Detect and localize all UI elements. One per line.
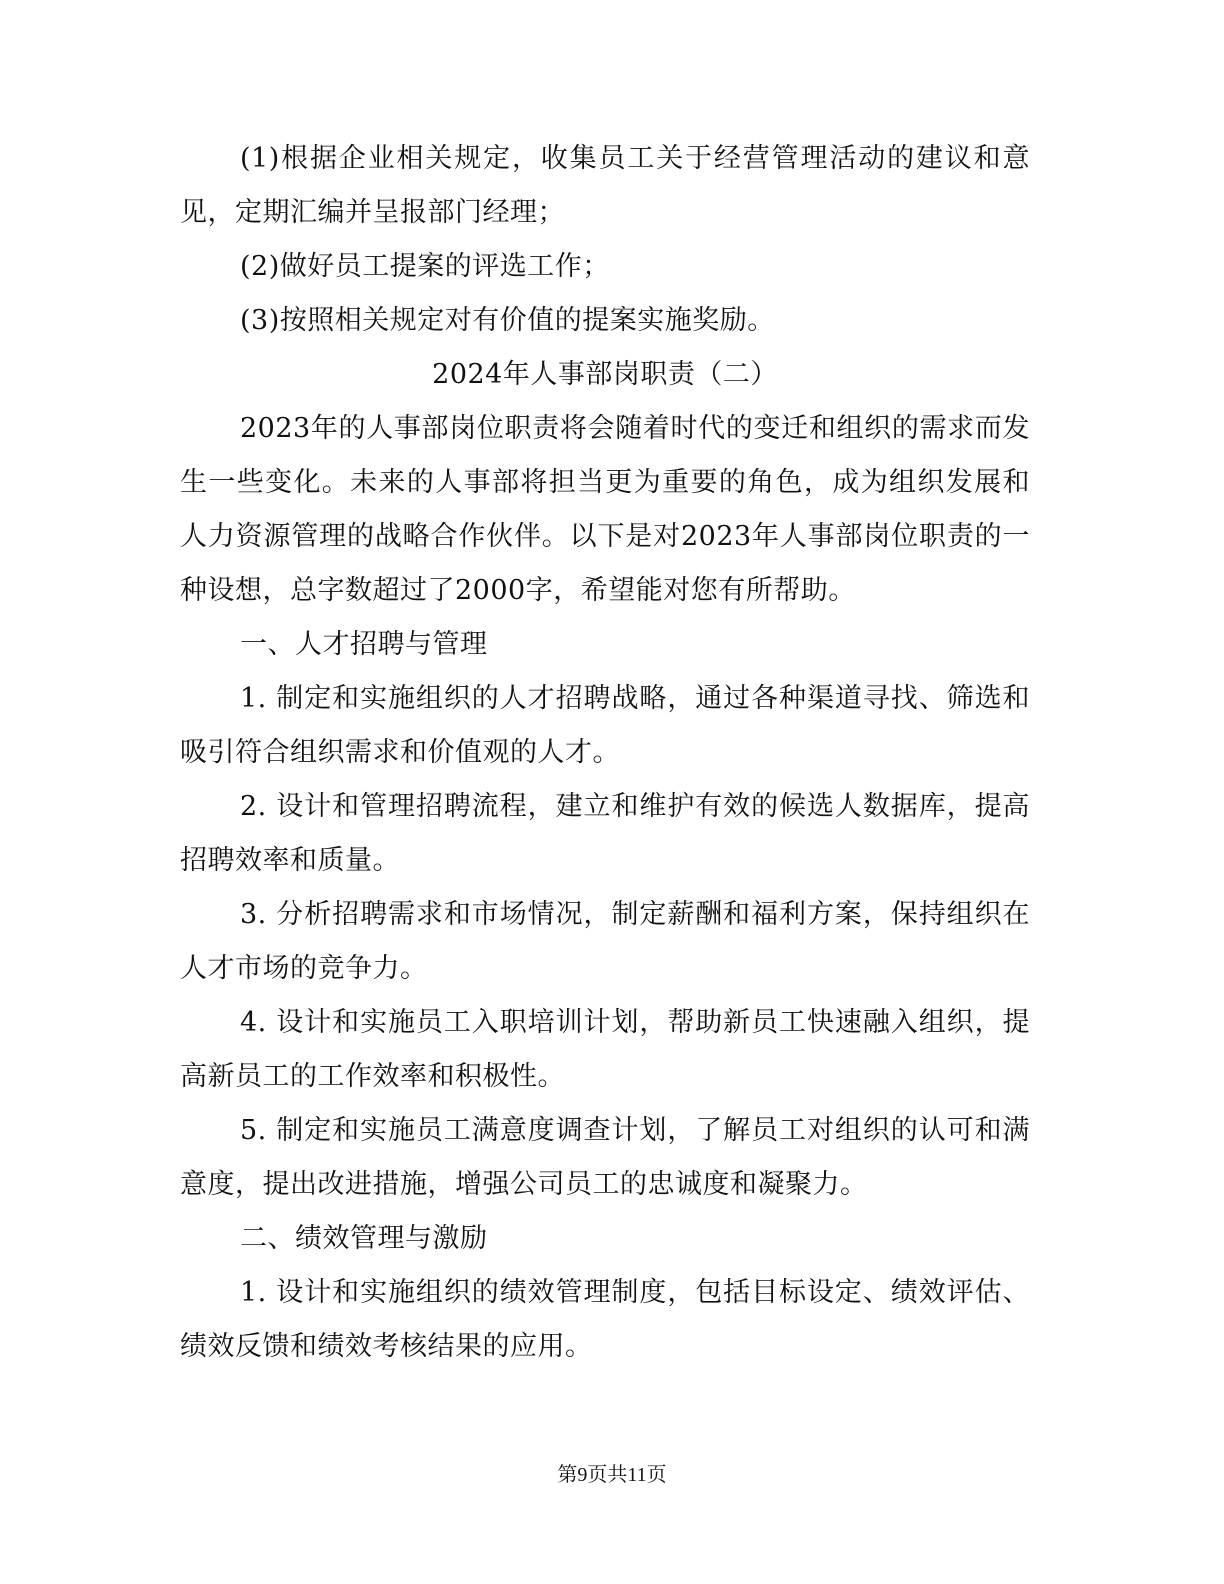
recruitment-item-1: 1. 制定和实施组织的人才招聘战略，通过各种渠道寻找、筛选和吸引符合组织需求和价值观的人才。 [180, 683, 1030, 768]
recruitment-item-2: 2. 设计和管理招聘流程，建立和维护有效的候选人数据库，提高招聘效率和质量。 [180, 791, 1030, 876]
recruitment-item-5: 5. 制定和实施员工满意度调查计划，了解员工对组织的认可和满意度，提出改进措施，增强公司员工的忠诚度和凝聚力。 [180, 1115, 1030, 1200]
paragraph-1: (1)根据企业相关规定，收集员工关于经营管理活动的建议和意见，定期汇编并呈报部门经理； [180, 143, 1030, 228]
recruitment-item-4: 4. 设计和实施员工入职培训计划，帮助新员工快速融入组织，提高新员工的工作效率和积极性。 [180, 1007, 1030, 1092]
recruitment-item-3: 3. 分析招聘需求和市场情况，制定薪酬和福利方案，保持组织在人才市场的竞争力。 [180, 899, 1030, 984]
section-title: 2024年人事部岗职责（二） [432, 359, 778, 390]
heading-performance: 二、绩效管理与激励 [240, 1223, 488, 1254]
heading-recruitment: 一、人才招聘与管理 [240, 629, 488, 660]
document-body [180, 132, 1030, 1374]
intro-paragraph: 2023年的人事部岗位职责将会随着时代的变迁和组织的需求而发生一些变化。未来的人事部将担当更为重要的角色，成为组织发展和人力资源管理的战略合作伙伴。以下是对2023年人事部岗位职责的一种设想，总字数超过了2000字，希望能对您有所帮助。 [180, 413, 1030, 606]
performance-item-1: 1. 设计和实施组织的绩效管理制度，包括目标设定、绩效评估、绩效反馈和绩效考核结果的应用。 [180, 1277, 1030, 1362]
paragraph-3: (3)按照相关规定对有价值的提案实施奖励。 [240, 305, 775, 336]
paragraph-2: (2)做好员工提案的评选工作； [240, 251, 610, 282]
page-number: 第9页共11页 [557, 1464, 667, 1486]
